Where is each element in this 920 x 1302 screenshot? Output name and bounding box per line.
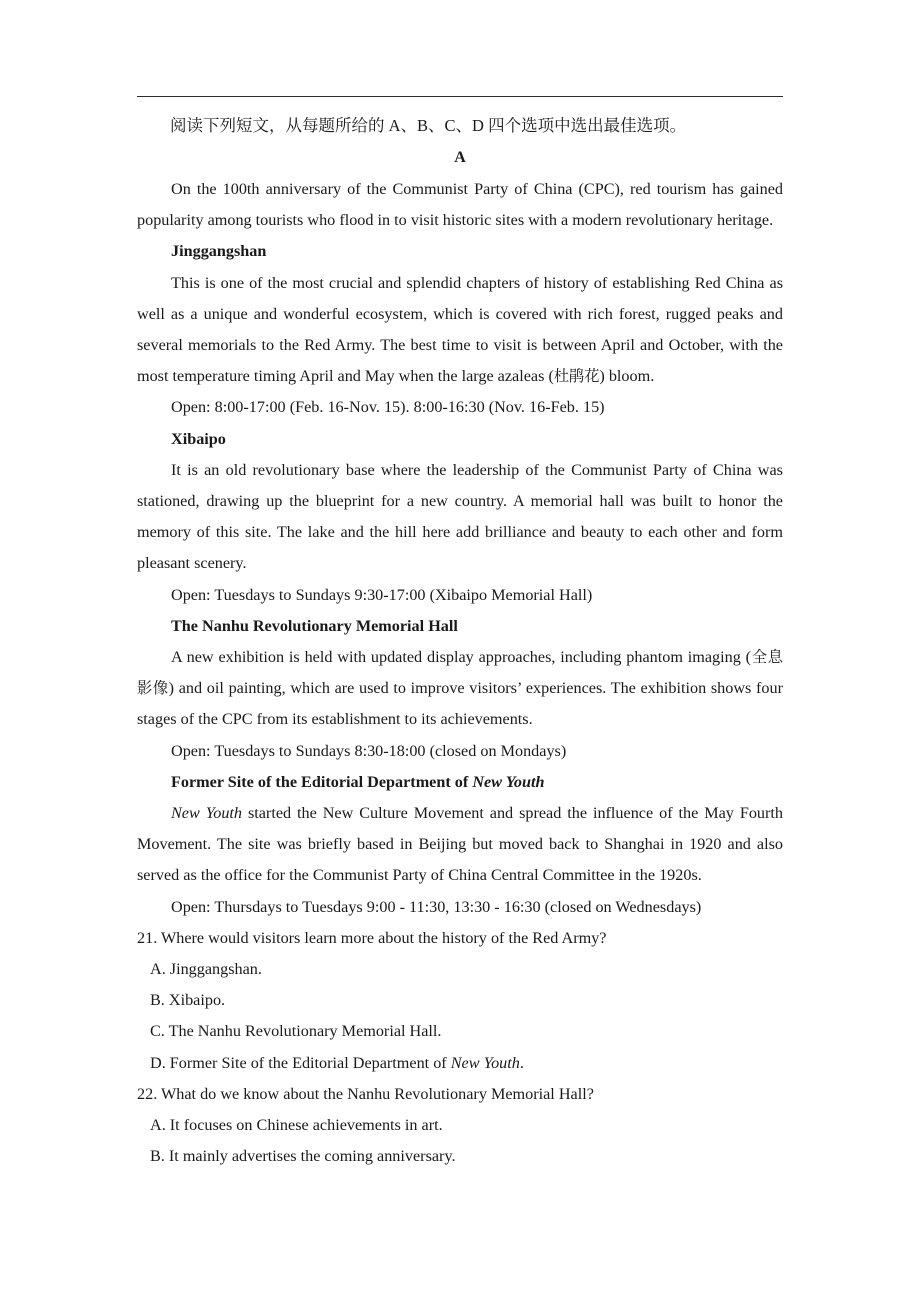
- document-body: [137, 110, 783, 1173]
- question-stem-21: 21. Where would visitors learn more about the history of the Red Army?: [137, 928, 607, 947]
- reading-instruction: 阅读下列短文，从每题所给的 A、B、C、D 四个选项中选出最佳选项。: [170, 116, 687, 135]
- site-heading-xibaipo: Xibaipo: [171, 429, 226, 448]
- site-body-chinese-azalea: 杜鹃花: [553, 367, 600, 386]
- site-body-text-part2: ) and oil painting, which are used to improve visitors’ experiences. The exhibition shows four stages of the CPC from its establishment to its achievements.: [137, 679, 783, 729]
- site-open-hours-new-youth: Open: Thursdays to Tuesdays 9:00 - 11:30, 13:30 - 16:30 (closed on Wednesdays): [171, 897, 702, 916]
- site-heading-jinggangshan: Jinggangshan: [171, 242, 267, 261]
- site-open-hours-jinggangshan: Open: 8:00-17:00 (Feb. 16-Nov. 15). 8:00-16:30 (Nov. 16-Feb. 15): [171, 398, 605, 417]
- question-21-option-d[interactable]: [137, 1048, 783, 1079]
- question-22-option-a[interactable]: A. It focuses on Chinese achievements in art.: [150, 1116, 443, 1135]
- option-italic-title: New Youth: [450, 1053, 520, 1072]
- section-letter-a: A: [454, 149, 466, 166]
- site-body-chinese-phantom-imaging: 全息影像: [137, 648, 783, 698]
- site-body-nanhu: [137, 642, 783, 736]
- site-heading-italic-title: New Youth: [472, 772, 545, 791]
- option-suffix: .: [519, 1053, 524, 1072]
- site-body-italic-lead: New Youth: [171, 804, 243, 823]
- site-open-hours-nanhu: Open: Tuesdays to Sundays 8:30-18:00 (closed on Mondays): [171, 741, 567, 760]
- question-21-option-c[interactable]: C. The Nanhu Revolutionary Memorial Hall.: [150, 1022, 442, 1041]
- question-21-option-b[interactable]: B. Xibaipo.: [150, 991, 226, 1010]
- site-heading-nanhu: The Nanhu Revolutionary Memorial Hall: [171, 616, 458, 635]
- site-body-text-part2: ) bloom.: [599, 367, 655, 386]
- header-divider-rule: [137, 96, 783, 97]
- site-body-text-part1: A new exhibition is held with updated display approaches, including phantom imaging (: [171, 648, 752, 667]
- site-body-jinggangshan: [137, 268, 783, 393]
- passage-intro-paragraph: On the 100th anniversary of the Communist Party of China (CPC), red tourism has gained popularity among tourists who flood in to visit historic sites with a modern revolutionary heritage.: [137, 180, 783, 230]
- site-heading-new-youth: [137, 767, 783, 798]
- question-22-option-b[interactable]: B. It mainly advertises the coming anniversary.: [150, 1147, 456, 1166]
- option-text: D. Former Site of the Editorial Department of: [150, 1053, 451, 1072]
- site-body-xibaipo: It is an old revolutionary base where the leadership of the Communist Party of China was stationed, drawing up the blueprint for a new country. A memorial hall was built to honor the memory of this site. The lake and the hill here add brilliance and beauty to each other and form pleasant scenery.: [137, 460, 783, 573]
- site-body-new-youth: [137, 798, 783, 892]
- site-body-text-part1: This is one of the most crucial and splendid chapters of history of establishing Red China as well as a unique and wonderful ecosystem, which is covered with rich forest, rugged peaks and several memorials to the Red Army. The best time to visit is between April and October, with the most temperature timing April and May when the large azaleas (: [137, 273, 783, 386]
- question-stem-22: 22. What do we know about the Nanhu Revolutionary Memorial Hall?: [137, 1084, 594, 1103]
- question-21-option-a[interactable]: A. Jinggangshan.: [150, 960, 262, 979]
- site-open-hours-xibaipo: Open: Tuesdays to Sundays 9:30-17:00 (Xibaipo Memorial Hall): [171, 585, 593, 604]
- site-body-text-part1: started the New Culture Movement and spread the influence of the May Fourth Movement. The site was briefly based in Beijing but moved back to Shanghai in 1920 and also served as the office for the Communist Party of China Central Committee in the 1920s.: [137, 804, 783, 885]
- site-heading-prefix: Former Site of the Editorial Department of: [171, 772, 473, 791]
